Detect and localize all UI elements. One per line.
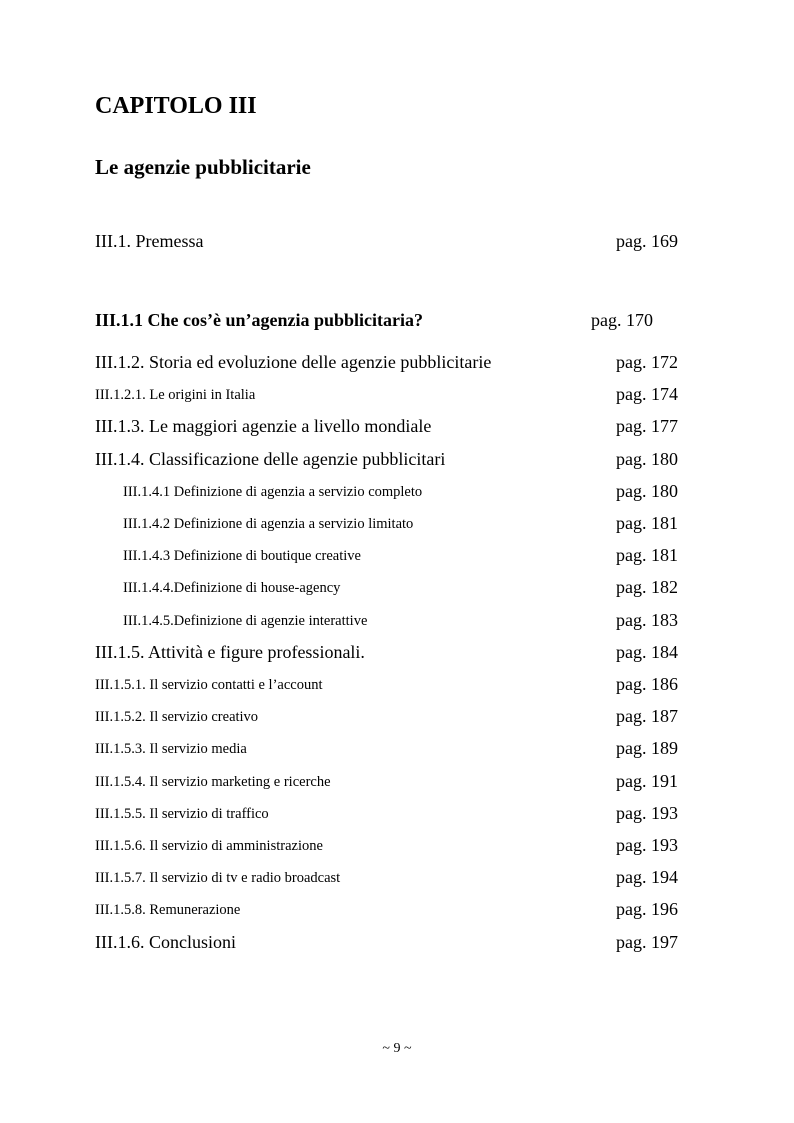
toc-entry-page: pag. 181: [616, 545, 678, 565]
toc-entry-page: pag. 194: [616, 867, 678, 887]
toc-entry-label: III.1.1 Che cos’è un’agenzia pubblicitaria?: [95, 310, 424, 330]
toc-entry-label: III.1.5.4. Il servizio marketing e ricerche: [95, 774, 331, 790]
toc-entry: [95, 899, 678, 925]
toc-entry-page: pag. 189: [616, 738, 678, 758]
toc-entry-page: pag. 177: [616, 416, 678, 436]
toc-entry: [95, 310, 678, 336]
toc-entry: [95, 577, 678, 603]
toc-entry-label: III.1.4. Classificazione delle agenzie pubblicitari: [95, 449, 446, 469]
toc-entry-page: pag. 191: [616, 771, 678, 791]
toc-entry-label: III.1.5.1. Il servizio contatti e l’account: [95, 677, 323, 693]
toc-entry: [95, 867, 678, 893]
toc-entry-label: III.1.4.3 Definizione di boutique creative: [123, 548, 361, 564]
toc-entry-label: III.1.5.5. Il servizio di traffico: [95, 806, 269, 822]
toc-entry-page: pag. 183: [616, 610, 678, 630]
toc-entry: [95, 738, 678, 764]
toc-entry-label: III.1.4.4.Definizione di house-agency: [123, 580, 341, 596]
chapter-subtitle: Le agenzie pubblicitarie: [95, 155, 311, 179]
toc-entry-page: pag. 196: [616, 899, 678, 919]
toc-entry-label: III.1.2. Storia ed evoluzione delle agenzie pubblicitarie: [95, 352, 492, 372]
toc-entry-label: III.1.5.6. Il servizio di amministrazione: [95, 838, 323, 854]
toc-entry-page: pag. 180: [616, 481, 678, 501]
toc-entry-page: pag. 184: [616, 642, 678, 662]
toc-entry-page: pag. 181: [616, 513, 678, 533]
toc-entry-page: pag. 169: [616, 231, 678, 251]
toc-entry-page: pag. 186: [616, 674, 678, 694]
toc-entry: [95, 610, 678, 636]
toc-entry-page: pag. 193: [616, 803, 678, 823]
toc-entry-label: III.1.4.5.Definizione di agenzie interattive: [123, 613, 368, 629]
toc-entry: [95, 835, 678, 861]
page-number: ~ 9 ~: [382, 1041, 412, 1056]
toc-entry: [95, 231, 678, 257]
toc-entry-page: pag. 182: [616, 577, 678, 597]
toc-entry-label: III.1.2.1. Le origini in Italia: [95, 387, 256, 403]
toc-entry-label: III.1.4.2 Definizione di agenzia a servizio limitato: [123, 516, 414, 532]
toc-entry-page: pag. 197: [616, 932, 678, 952]
toc-entry: [95, 932, 678, 958]
toc-entry-label: III.1. Premessa: [95, 231, 204, 251]
toc-entry: [95, 545, 678, 571]
toc-entry-label: III.1.5. Attività e figure professionali.: [95, 642, 365, 662]
toc-entry-label: III.1.4.1 Definizione di agenzia a servizio completo: [123, 484, 423, 500]
toc-entry-page: pag. 193: [616, 835, 678, 855]
toc-entry: [95, 384, 678, 410]
toc-entry: [95, 513, 678, 539]
toc-entry-page: pag. 170: [591, 310, 653, 330]
toc-entry: [95, 642, 678, 668]
toc-entry: [95, 771, 678, 797]
toc-entry: [95, 803, 678, 829]
toc-entry: [95, 352, 678, 378]
toc-entry: [95, 481, 678, 507]
toc-entry-page: pag. 172: [616, 352, 678, 372]
toc-entry-label: III.1.6. Conclusioni: [95, 932, 236, 952]
toc-entry: [95, 706, 678, 732]
toc-entry-label: III.1.5.3. Il servizio media: [95, 741, 247, 757]
toc-entry: [95, 416, 678, 442]
toc-entry-page: pag. 180: [616, 449, 678, 469]
toc-entry-label: III.1.5.8. Remunerazione: [95, 902, 241, 918]
toc-entry-label: III.1.3. Le maggiori agenzie a livello mondiale: [95, 416, 432, 436]
toc-entry-label: III.1.5.7. Il servizio di tv e radio broadcast: [95, 870, 341, 886]
toc-entry: [95, 674, 678, 700]
toc-entry-page: pag. 174: [616, 384, 678, 404]
toc-entry-page: pag. 187: [616, 706, 678, 726]
chapter-title: CAPITOLO III: [95, 93, 257, 119]
toc-entry: [95, 449, 678, 475]
toc-entry-label: III.1.5.2. Il servizio creativo: [95, 709, 259, 725]
